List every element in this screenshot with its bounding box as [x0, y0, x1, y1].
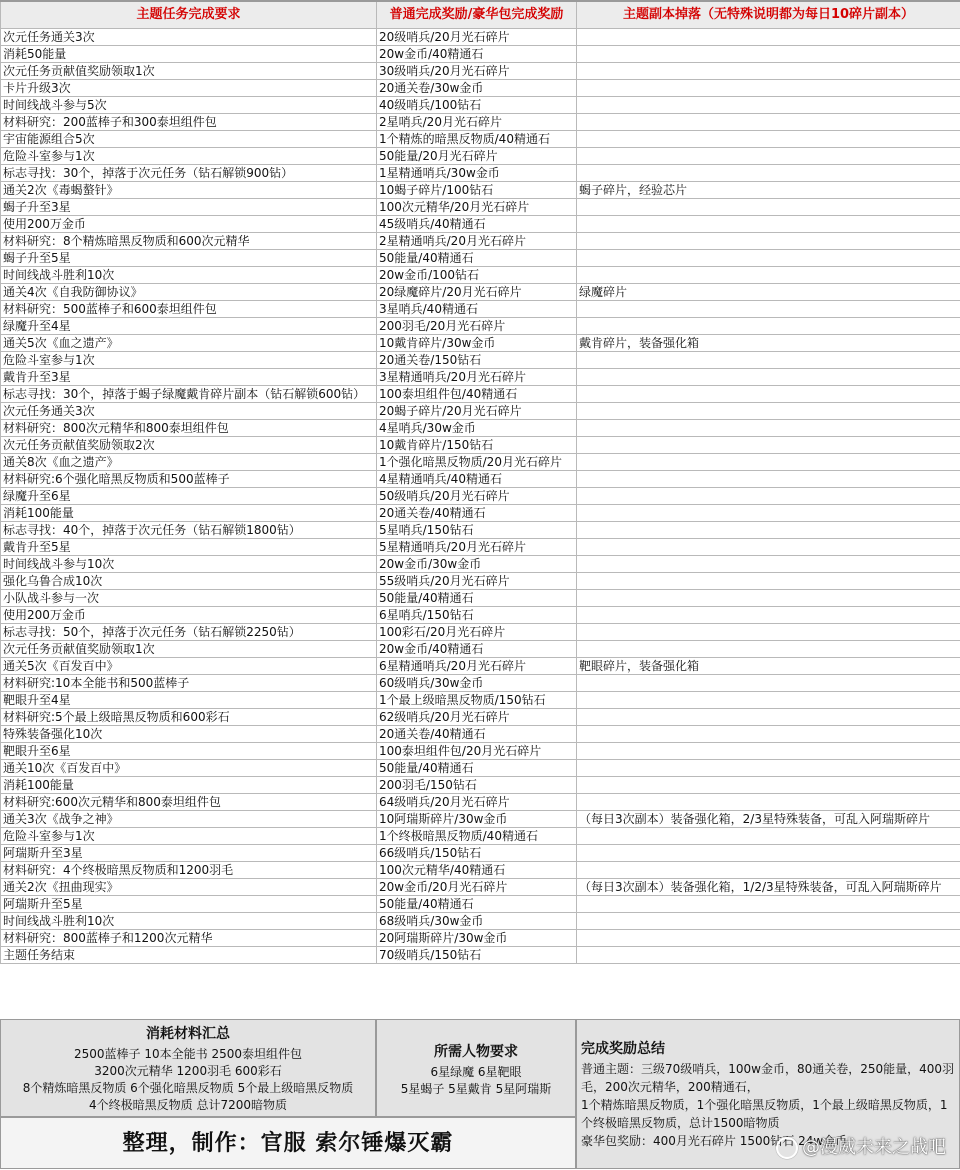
drop-cell	[577, 369, 960, 386]
requirement-cell: 次元任务通关3次	[1, 29, 377, 46]
watermark-text: @漫威未来之战吧	[802, 1137, 946, 1158]
table-row	[1, 97, 960, 114]
reward-cell: 10戴肯碎片/30w金币	[377, 335, 577, 352]
requirement-cell: 材料研究:600次元精华和800泰坦组件包	[1, 794, 377, 811]
requirement-cell: 标志寻找：30个，掉落于蝎子绿魔戴肯碎片副本（钻石解锁600钻）	[1, 386, 377, 403]
characters-title: 所需人物要求	[377, 1040, 575, 1064]
requirement-cell: 材料研究:5个最上级暗黑反物质和600彩石	[1, 709, 377, 726]
table-row	[1, 46, 960, 63]
requirement-cell: 通关5次《百发百中》	[1, 658, 377, 675]
reward-cell: 1个终极暗黑反物质/40精通石	[377, 828, 577, 845]
reward-cell: 70级哨兵/150钻石	[377, 947, 577, 964]
drop-cell	[577, 267, 960, 284]
maker-credit	[0, 1117, 576, 1169]
requirement-cell: 材料研究：8个精炼暗黑反物质和600次元精华	[1, 233, 377, 250]
requirement-cell: 标志寻找：50个，掉落于次元任务（钻石解锁2250钻）	[1, 624, 377, 641]
requirement-cell: 危险斗室参与1次	[1, 828, 377, 845]
requirement-cell: 卡片升级3次	[1, 80, 377, 97]
requirement-cell: 材料研究：800蓝棒子和1200次元精华	[1, 930, 377, 947]
reward-cell: 20通关卷/150钻石	[377, 352, 577, 369]
requirement-cell: 靶眼升至4星	[1, 692, 377, 709]
drop-cell	[577, 488, 960, 505]
materials-line: 4个终极暗黑反物质 总计7200暗物质	[1, 1097, 375, 1114]
reward-cell: 6星精通哨兵/20月光石碎片	[377, 658, 577, 675]
table-row	[1, 522, 960, 539]
materials-line: 8个精炼暗黑反物质 6个强化暗黑反物质 5个最上级暗黑反物质	[1, 1080, 375, 1097]
requirement-cell: 通关10次《百发百中》	[1, 760, 377, 777]
table-row	[1, 879, 960, 896]
drop-cell	[577, 199, 960, 216]
table-row	[1, 573, 960, 590]
reward-cell: 2星精通哨兵/20月光石碎片	[377, 233, 577, 250]
table-row	[1, 148, 960, 165]
requirement-cell: 消耗50能量	[1, 46, 377, 63]
reward-cell: 2星哨兵/20月光石碎片	[377, 114, 577, 131]
requirement-cell: 绿魔升至6星	[1, 488, 377, 505]
reward-cell: 3星精通哨兵/20月光石碎片	[377, 369, 577, 386]
requirement-cell: 材料研究：4个终极暗黑反物质和1200羽毛	[1, 862, 377, 879]
table-row	[1, 930, 960, 947]
drop-cell	[577, 760, 960, 777]
reward-cell: 100次元精华/20月光石碎片	[377, 199, 577, 216]
materials-line: 3200次元精华 1200羽毛 600彩石	[1, 1063, 375, 1080]
drop-cell	[577, 216, 960, 233]
table-row	[1, 420, 960, 437]
reward-cell: 20蝎子碎片/20月光石碎片	[377, 403, 577, 420]
requirement-cell: 次元任务贡献值奖励领取1次	[1, 63, 377, 80]
requirement-cell: 标志寻找：40个，掉落于次元任务（钻石解锁1800钻）	[1, 522, 377, 539]
drop-cell	[577, 522, 960, 539]
requirement-cell: 危险斗室参与1次	[1, 352, 377, 369]
reward-cell: 50能量/40精通石	[377, 250, 577, 267]
reward-cell: 100次元精华/40精通石	[377, 862, 577, 879]
reward-cell: 20阿瑞斯碎片/30w金币	[377, 930, 577, 947]
requirement-cell: 通关3次《战争之神》	[1, 811, 377, 828]
drop-cell	[577, 794, 960, 811]
requirement-cell: 危险斗室参与1次	[1, 148, 377, 165]
materials-summary	[0, 1019, 376, 1117]
drop-cell	[577, 233, 960, 250]
table-row	[1, 284, 960, 301]
requirement-cell: 次元任务贡献值奖励领取2次	[1, 437, 377, 454]
reward-cell: 200羽毛/150钻石	[377, 777, 577, 794]
rewards-line: 豪华包奖励：400月光石碎片 1500钻石 24w金币	[581, 1132, 955, 1150]
table-row	[1, 131, 960, 148]
table-row	[1, 352, 960, 369]
drop-cell	[577, 947, 960, 964]
drop-cell	[577, 556, 960, 573]
requirement-cell: 使用200万金币	[1, 216, 377, 233]
reward-cell: 20通关卷/40精通石	[377, 505, 577, 522]
requirement-cell: 主题任务结束	[1, 947, 377, 964]
table-row	[1, 386, 960, 403]
reward-cell: 20级哨兵/20月光石碎片	[377, 29, 577, 46]
table-row	[1, 556, 960, 573]
table-row	[1, 369, 960, 386]
drop-cell	[577, 352, 960, 369]
requirement-cell: 蝎子升至3星	[1, 199, 377, 216]
reward-cell: 5星精通哨兵/20月光石碎片	[377, 539, 577, 556]
requirement-cell: 戴肯升至3星	[1, 369, 377, 386]
requirement-cell: 通关8次《血之遗产》	[1, 454, 377, 471]
drop-cell	[577, 148, 960, 165]
reward-cell: 6星哨兵/150钻石	[377, 607, 577, 624]
reward-cell: 66级哨兵/150钻石	[377, 845, 577, 862]
drop-cell	[577, 454, 960, 471]
requirement-cell: 消耗100能量	[1, 777, 377, 794]
reward-cell: 20通关卷/30w金币	[377, 80, 577, 97]
drop-cell	[577, 930, 960, 947]
materials-title: 消耗材料汇总	[1, 1022, 375, 1046]
drop-cell	[577, 386, 960, 403]
drop-cell	[577, 862, 960, 879]
requirement-cell: 材料研究：200蓝棒子和300泰坦组件包	[1, 114, 377, 131]
table-row	[1, 709, 960, 726]
requirement-cell: 戴肯升至5星	[1, 539, 377, 556]
drop-cell	[577, 318, 960, 335]
reward-cell: 1个精炼的暗黑反物质/40精通石	[377, 131, 577, 148]
reward-cell: 50级哨兵/20月光石碎片	[377, 488, 577, 505]
table-row	[1, 675, 960, 692]
requirement-cell: 宇宙能源组合5次	[1, 131, 377, 148]
drop-cell	[577, 692, 960, 709]
reward-cell: 50能量/40精通石	[377, 590, 577, 607]
reward-cell: 100彩石/20月光石碎片	[377, 624, 577, 641]
requirement-cell: 次元任务通关3次	[1, 403, 377, 420]
reward-cell: 20w金币/100钻石	[377, 267, 577, 284]
requirement-cell: 时间线战斗参与10次	[1, 556, 377, 573]
reward-cell: 64级哨兵/20月光石碎片	[377, 794, 577, 811]
table-row	[1, 301, 960, 318]
reward-cell: 20w金币/20月光石碎片	[377, 879, 577, 896]
drop-cell	[577, 573, 960, 590]
drop-cell: 绿魔碎片	[577, 284, 960, 301]
table-row	[1, 454, 960, 471]
reward-cell: 30级哨兵/20月光石碎片	[377, 63, 577, 80]
table-row	[1, 760, 960, 777]
reward-cell: 20绿魔碎片/20月光石碎片	[377, 284, 577, 301]
table-row	[1, 794, 960, 811]
table-row	[1, 658, 960, 675]
table-row	[1, 862, 960, 879]
drop-cell	[577, 896, 960, 913]
requirement-cell: 阿瑞斯升至3星	[1, 845, 377, 862]
reward-cell: 20通关卷/40精通石	[377, 726, 577, 743]
drop-cell	[577, 80, 960, 97]
table-row	[1, 233, 960, 250]
table-row	[1, 896, 960, 913]
drop-cell	[577, 437, 960, 454]
characters-line: 5星蝎子 5星戴肯 5星阿瑞斯	[377, 1081, 575, 1098]
requirement-cell: 通关2次《毒蝎螯针》	[1, 182, 377, 199]
table-row	[1, 692, 960, 709]
table-row	[1, 114, 960, 131]
reward-cell: 1星精通哨兵/30w金币	[377, 165, 577, 182]
reward-cell: 68级哨兵/30w金币	[377, 913, 577, 930]
drop-cell	[577, 709, 960, 726]
table-row	[1, 505, 960, 522]
drop-cell	[577, 131, 960, 148]
drop-cell	[577, 845, 960, 862]
reward-cell: 4星精通哨兵/40精通石	[377, 471, 577, 488]
table-row	[1, 63, 960, 80]
characters-line: 6星绿魔 6星靶眼	[377, 1064, 575, 1081]
requirement-cell: 时间线战斗参与5次	[1, 97, 377, 114]
table-row	[1, 726, 960, 743]
summary-section	[0, 1019, 960, 1169]
drop-cell	[577, 539, 960, 556]
watermark	[776, 1133, 946, 1159]
table-row	[1, 267, 960, 284]
requirement-cell: 时间线战斗胜利10次	[1, 913, 377, 930]
drop-cell	[577, 777, 960, 794]
reward-cell: 5星哨兵/150钻石	[377, 522, 577, 539]
drop-cell	[577, 471, 960, 488]
reward-cell: 60级哨兵/30w金币	[377, 675, 577, 692]
table-row	[1, 624, 960, 641]
table-row	[1, 539, 960, 556]
reward-cell: 10蝎子碎片/100钻石	[377, 182, 577, 199]
reward-cell: 100泰坦组件包/20月光石碎片	[377, 743, 577, 760]
requirement-cell: 特殊装备强化10次	[1, 726, 377, 743]
requirement-cell: 强化乌鲁合成10次	[1, 573, 377, 590]
reward-cell: 50能量/40精通石	[377, 896, 577, 913]
reward-cell: 1个最上级暗黑反物质/150钻石	[377, 692, 577, 709]
requirement-cell: 小队战斗参与一次	[1, 590, 377, 607]
drop-cell	[577, 97, 960, 114]
rewards-line: 普通主题：三级70级哨兵，100w金币，80通关卷，250能量，400羽毛，200次元精华，200精通石，	[581, 1060, 955, 1096]
reward-cell: 10戴肯碎片/150钻石	[377, 437, 577, 454]
table-row	[1, 216, 960, 233]
requirement-cell: 通关5次《血之遗产》	[1, 335, 377, 352]
drop-cell	[577, 63, 960, 80]
reward-cell: 200羽毛/20月光石碎片	[377, 318, 577, 335]
table-row	[1, 471, 960, 488]
requirement-cell: 标志寻找：30个，掉落于次元任务（钻石解锁900钻）	[1, 165, 377, 182]
header-requirement: 主题任务完成要求	[1, 1, 377, 29]
requirement-cell: 材料研究：500蓝棒子和600泰坦组件包	[1, 301, 377, 318]
table-row	[1, 828, 960, 845]
drop-cell	[577, 828, 960, 845]
table-row	[1, 335, 960, 352]
reward-cell: 45级哨兵/40精通石	[377, 216, 577, 233]
reward-cell: 1个强化暗黑反物质/20月光石碎片	[377, 454, 577, 471]
drop-cell	[577, 46, 960, 63]
header-reward: 普通完成奖励/豪华包完成奖励	[377, 1, 577, 29]
table-row	[1, 29, 960, 46]
drop-cell	[577, 420, 960, 437]
requirement-cell: 蝎子升至5星	[1, 250, 377, 267]
drop-cell	[577, 726, 960, 743]
requirement-cell: 通关4次《自我防御协议》	[1, 284, 377, 301]
requirement-cell: 时间线战斗胜利10次	[1, 267, 377, 284]
drop-cell: 靶眼碎片，装备强化箱	[577, 658, 960, 675]
reward-cell: 20w金币/30w金币	[377, 556, 577, 573]
reward-cell: 100泰坦组件包/40精通石	[377, 386, 577, 403]
requirement-cell: 阿瑞斯升至5星	[1, 896, 377, 913]
table-row	[1, 913, 960, 930]
drop-cell	[577, 114, 960, 131]
table-row	[1, 488, 960, 505]
drop-cell	[577, 590, 960, 607]
table-row	[1, 947, 960, 964]
reward-cell: 50能量/20月光石碎片	[377, 148, 577, 165]
table-row	[1, 845, 960, 862]
table-row	[1, 743, 960, 760]
drop-cell	[577, 624, 960, 641]
drop-cell	[577, 29, 960, 46]
characters-summary	[376, 1019, 576, 1117]
table-row	[1, 165, 960, 182]
requirement-cell: 材料研究:10本全能书和500蓝棒子	[1, 675, 377, 692]
paw-icon	[776, 1137, 798, 1159]
header-row	[1, 1, 960, 29]
table-row	[1, 403, 960, 420]
drop-cell	[577, 301, 960, 318]
drop-cell	[577, 743, 960, 760]
reward-cell: 4星哨兵/30w金币	[377, 420, 577, 437]
drop-cell	[577, 165, 960, 182]
drop-cell	[577, 675, 960, 692]
table-row	[1, 590, 960, 607]
materials-line: 2500蓝棒子 10本全能书 2500泰坦组件包	[1, 1046, 375, 1063]
reward-cell: 50能量/40精通石	[377, 760, 577, 777]
drop-cell: 戴肯碎片，装备强化箱	[577, 335, 960, 352]
drop-cell	[577, 641, 960, 658]
reward-cell: 55级哨兵/20月光石碎片	[377, 573, 577, 590]
drop-cell: （每日3次副本）装备强化箱，1/2/3星特殊装备，可乱入阿瑞斯碎片	[577, 879, 960, 896]
reward-cell: 20w金币/40精通石	[377, 46, 577, 63]
requirement-cell: 材料研究:6个强化暗黑反物质和500蓝棒子	[1, 471, 377, 488]
table-row	[1, 250, 960, 267]
requirement-cell: 绿魔升至4星	[1, 318, 377, 335]
table-row	[1, 182, 960, 199]
drop-cell: 蝎子碎片，经验芯片	[577, 182, 960, 199]
reward-cell: 20w金币/40精通石	[377, 641, 577, 658]
reward-cell: 10阿瑞斯碎片/30w金币	[377, 811, 577, 828]
table-row	[1, 607, 960, 624]
reward-cell: 40级哨兵/100钻石	[377, 97, 577, 114]
drop-cell: （每日3次副本）装备强化箱，2/3星特殊装备，可乱入阿瑞斯碎片	[577, 811, 960, 828]
maker-text: 整理，制作：官服 索尔锤爆灭霸	[1, 1118, 575, 1170]
drop-cell	[577, 403, 960, 420]
requirement-cell: 材料研究：800次元精华和800泰坦组件包	[1, 420, 377, 437]
drop-cell	[577, 250, 960, 267]
table-row	[1, 80, 960, 97]
table-row	[1, 777, 960, 794]
requirement-cell: 次元任务贡献值奖励领取1次	[1, 641, 377, 658]
table-row	[1, 199, 960, 216]
drop-cell	[577, 607, 960, 624]
table-row	[1, 318, 960, 335]
table-row	[1, 641, 960, 658]
drop-cell	[577, 505, 960, 522]
reward-cell: 62级哨兵/20月光石碎片	[377, 709, 577, 726]
header-drop: 主题副本掉落（无特殊说明都为每日10碎片副本）	[577, 1, 960, 29]
table-row	[1, 811, 960, 828]
requirement-cell: 使用200万金币	[1, 607, 377, 624]
table-row	[1, 437, 960, 454]
drop-cell	[577, 913, 960, 930]
rewards-line: 1个精炼暗黑反物质，1个强化暗黑反物质，1个最上级暗黑反物质，1个终极暗黑反物质，总计1500暗物质	[581, 1096, 955, 1132]
rewards-title: 完成奖励总结	[581, 1038, 955, 1060]
reward-cell: 3星哨兵/40精通石	[377, 301, 577, 318]
requirement-cell: 消耗100能量	[1, 505, 377, 522]
requirement-cell: 通关2次《扭曲现实》	[1, 879, 377, 896]
requirement-cell: 靶眼升至6星	[1, 743, 377, 760]
